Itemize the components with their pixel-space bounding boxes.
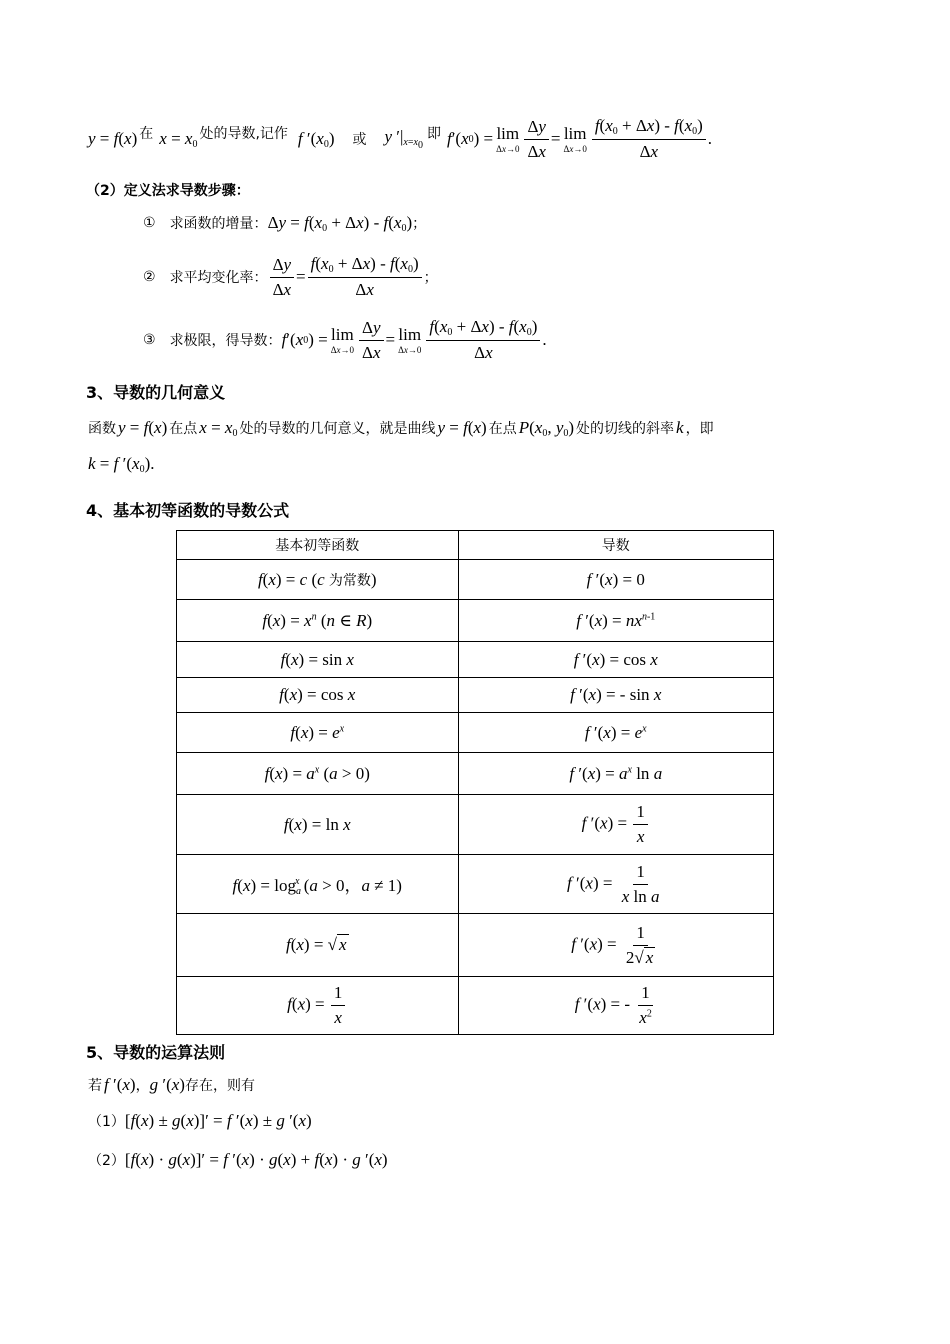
row-power-function: $f(x) = x^n$ (n ∈ R): [177, 600, 459, 642]
def-text-or: 或: [352, 132, 367, 148]
row-ln-function: f(x) = ln x: [177, 795, 459, 855]
rule-1-label: （1）: [88, 1114, 125, 1130]
table-row: [177, 678, 774, 713]
steps-title: （2）定义法求导数步骤：: [86, 183, 250, 199]
s3-x-eq-x0: $x = x_0$: [199, 417, 238, 439]
table-header-row: [177, 531, 774, 560]
def-period: .: [707, 129, 713, 148]
rule-2-label: （2）: [88, 1153, 125, 1169]
step-1-marker: ①: [143, 215, 156, 231]
row-cos-derivative: f ′(x) = - sin x: [458, 678, 773, 713]
s3-slope-k: k: [676, 418, 684, 437]
row-power-derivative: f $'(x) = nx^{n-1}$: [458, 600, 773, 642]
row-reciprocal-function: f(x) = $\frac{1}{x}$: [177, 977, 459, 1035]
row-exp-e-derivative: f $'(x) = e^x$: [458, 713, 773, 753]
table-row: [177, 977, 774, 1035]
def-y-eq-fx: y = f(x): [88, 129, 138, 148]
def-x-eq-x0: $x = x_0$: [159, 128, 198, 150]
table-row: [177, 753, 774, 795]
s3-text-tangent: 处的切线的斜率: [576, 421, 675, 437]
step-2-label: 求平均变化率：: [169, 270, 268, 286]
row-sqrt-derivative: f ′(x) = $\frac{1}{2√ x}$: [458, 914, 773, 977]
row-exp-e-function: $f(x) = e^x$: [177, 713, 459, 753]
step-3-label: 求极限，得导数：: [169, 333, 282, 349]
section-5-title: 5、导数的运算法则: [86, 1043, 226, 1062]
step-3-marker: ③: [143, 332, 156, 348]
row-constant-derivative: f ′(x) = 0: [458, 560, 773, 600]
table-row: [177, 642, 774, 678]
step-1-label: 求函数的增量：: [169, 216, 268, 232]
step-2-marker: ②: [143, 269, 156, 285]
row-cos-function: f(x) = cos x: [177, 678, 459, 713]
row-exp-a-derivative: f $'(x) = a^x$ ln a: [458, 753, 773, 795]
step-2-semicolon: ；: [423, 270, 438, 286]
row-reciprocal-derivative: f ′(x) = - $\frac{1}{x^2}$: [458, 977, 773, 1035]
s3-text-at2: 在点: [488, 421, 517, 437]
derivative-table: [176, 530, 774, 1035]
rule-1: [88, 1108, 312, 1134]
step-2: [143, 252, 438, 302]
step-1: [143, 208, 426, 238]
table-row: [177, 713, 774, 753]
step-2-formula: $\frac{\Delta y}{\Delta x}$ = $\frac{f(x_0 + \Delta x) - f(x_0)}{\Delta x}$: [268, 254, 424, 300]
s3-text-func: 函数: [88, 421, 116, 437]
def-fprime-x0: f $'(x_0)$: [297, 128, 335, 150]
rule-2: [88, 1147, 388, 1173]
table-row: [177, 560, 774, 600]
def-text-ji: 即: [426, 126, 441, 142]
step-3-period: .: [542, 330, 547, 349]
row-ln-derivative: f ′(x) = $\frac{1}{x}$: [458, 795, 773, 855]
s3-y-eq-fx: y = f(x): [118, 418, 168, 437]
row-log-function: $f(x) = \log_a^x (a > 0$，a ≠ 1): [177, 855, 459, 914]
step-1-formula: $\Delta y = f(x_0 + \Delta x) - f(x_0)$: [267, 212, 413, 234]
s5-text-if: 若: [88, 1078, 102, 1094]
header-function: 基本初等函数: [177, 531, 459, 560]
s3-text-at: 在点: [169, 421, 198, 437]
table-row: [177, 600, 774, 642]
def-limit-formula: f ′( x 0 ) = lim Δx→0 $\frac{\Delta y}{\Delta x}$ = lim Δx→0 $\frac{f(x_0 + \Delta x) - f(x_0)}{\Delta x}$ .: [446, 116, 713, 161]
def-y-prime-at-x0: y $'|_{x=x_0}$: [384, 127, 423, 151]
step-3-formula: f ′( x 0 ) = lim Δx→0 $\frac{\Delta y}{\Delta x}$ = lim Δx→0 $\frac{f(x_0 + \Delta x) - f(x_0)}{\Delta x}$ .: [281, 317, 547, 362]
section-4-title: 4、基本初等函数的导数公式: [86, 501, 290, 520]
s5-text-exists: 存在，则有: [184, 1078, 255, 1094]
step-3: [143, 314, 547, 366]
section-5-intro: [88, 1072, 255, 1098]
row-sin-derivative: f ′(x) = cos x: [458, 642, 773, 678]
row-exp-a-function: $f(x) = a^x$ (a > 0): [177, 753, 459, 795]
section-3-paragraph-line1: [88, 414, 714, 442]
table-row: [177, 795, 774, 855]
section-3-title: 3、导数的几何意义: [86, 383, 226, 402]
definition-line: [88, 114, 712, 164]
table-row: [177, 855, 774, 914]
s5-text-sep: ，: [135, 1078, 150, 1094]
row-log-derivative: f ′(x) = $\frac{1}{\text{x ln a}}$: [458, 855, 773, 914]
rule-2-formula: [f(x) · g(x)]′ = f ′(x) · g(x) + f(x) · g ′(x): [124, 1150, 388, 1169]
table-row: [177, 914, 774, 977]
row-sqrt-function: f(x) = √ x: [177, 914, 459, 977]
rule-1-formula: [f(x) ± g(x)]′ = f ′(x) ± g ′(x): [124, 1111, 312, 1130]
row-constant-function: f(x) = c (c 为常数): [177, 560, 459, 600]
row-sin-function: f(x) = sin x: [177, 642, 459, 678]
s3-curve-y-eq-fx: y = f(x): [437, 418, 487, 437]
s3-text-mid: 处的导数的几何意义，就是曲线: [239, 421, 436, 437]
s3-k-eq-fprime: k = f $'(x_0)$.: [88, 454, 155, 475]
s3-point-p: $P(x_0$, $y_0$): [518, 417, 575, 439]
def-text-mid: 处的导数,记作: [199, 126, 288, 142]
s3-text-end: ，即: [685, 421, 714, 437]
s5-fprime: f ′(x): [104, 1075, 136, 1094]
s5-gprime: g ′(x): [149, 1075, 185, 1094]
def-text-at: 在: [139, 126, 154, 142]
header-derivative: 导数: [458, 531, 773, 560]
step-1-semicolon: ；: [412, 216, 427, 232]
